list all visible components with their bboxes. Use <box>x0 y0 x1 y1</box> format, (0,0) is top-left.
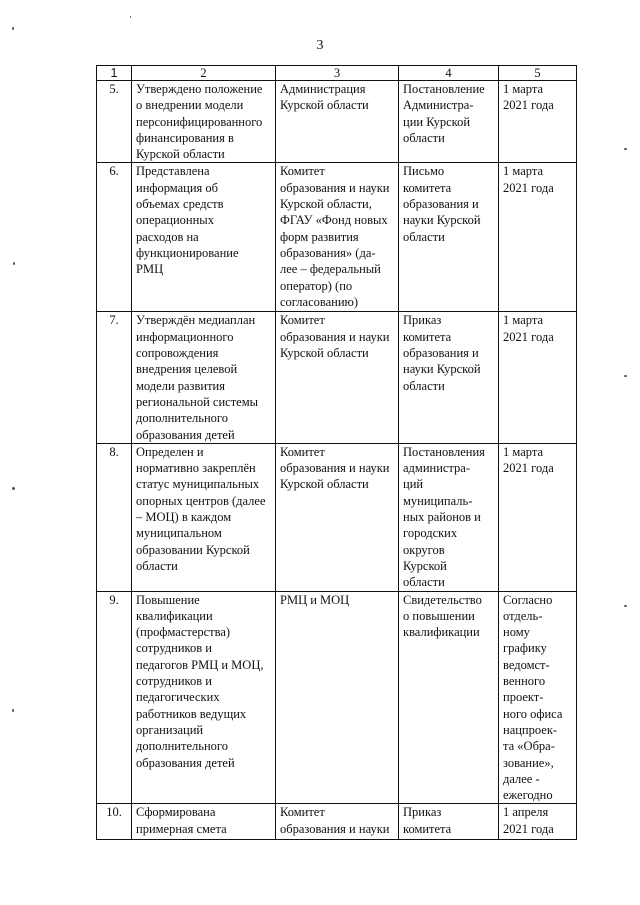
scan-speck <box>13 262 15 265</box>
event-cell: Сформирована примерная смета <box>132 804 276 840</box>
row-number: 7. <box>97 312 132 443</box>
responsible-cell: РМЦ и МОЦ <box>276 591 399 804</box>
column-header: 4 <box>399 66 499 81</box>
table-header-row <box>97 66 577 81</box>
document-cell: Постановления администра- ций муниципаль- ных районов и городских округов Курской области <box>399 443 499 591</box>
scan-speck <box>130 16 131 18</box>
event-cell: Утверждено положение о внедрении модели персонифицированного финансирования в Курской области <box>132 81 276 163</box>
scan-speck <box>12 709 14 712</box>
responsible-cell: Комитет образования и науки Курской области <box>276 443 399 591</box>
column-header: 1 <box>97 66 132 81</box>
deadline-cell: 1 марта 2021 года <box>499 312 577 443</box>
row-number: 5. <box>97 81 132 163</box>
deadline-cell: Согласно отдель- ному графику ведомст- венного проект- ного офиса нацпроек- та «Обра- зование», далее - ежегодно <box>499 591 577 804</box>
column-header: 2 <box>132 66 276 81</box>
table-row <box>97 312 577 443</box>
activities-table <box>96 65 577 840</box>
deadline-cell: 1 марта 2021 года <box>499 443 577 591</box>
deadline-cell: 1 апреля 2021 года <box>499 804 577 840</box>
document-cell: Приказ комитета <box>399 804 499 840</box>
row-number: 6. <box>97 163 132 312</box>
row-number: 9. <box>97 591 132 804</box>
document-cell: Свидетельство о повышении квалификации <box>399 591 499 804</box>
column-header: 3 <box>276 66 399 81</box>
document-cell: Приказ комитета образования и науки Курской области <box>399 312 499 443</box>
responsible-cell: Комитет образования и науки <box>276 804 399 840</box>
document-cell: Постановление Администра- ции Курской области <box>399 81 499 163</box>
deadline-cell: 1 марта 2021 года <box>499 163 577 312</box>
table-row <box>97 591 577 804</box>
row-number: 8. <box>97 443 132 591</box>
page-number: 3 <box>316 38 324 53</box>
document-cell: Письмо комитета образования и науки Курской области <box>399 163 499 312</box>
table-row <box>97 804 577 840</box>
scan-speck <box>12 27 14 30</box>
scan-speck <box>624 375 627 377</box>
scan-speck <box>624 148 627 150</box>
event-cell: Утверждён медиаплан информационного сопровождения внедрения целевой модели развития региональной системы дополнительного образования детей <box>132 312 276 443</box>
event-cell: Повышение квалификации (профмастерства) сотрудников и педагогов РМЦ и МОЦ, сотрудников и педагогических работников ведущих организаций дополнительного образования детей <box>132 591 276 804</box>
responsible-cell: Комитет образования и науки Курской области <box>276 312 399 443</box>
scan-speck <box>624 605 627 607</box>
responsible-cell: Администрация Курской области <box>276 81 399 163</box>
event-cell: Представлена информация об объемах средств операционных расходов на функционирование РМЦ <box>132 163 276 312</box>
column-header: 5 <box>499 66 577 81</box>
scan-speck <box>12 487 15 490</box>
table-row <box>97 443 577 591</box>
table-row <box>97 163 577 312</box>
table-row <box>97 81 577 163</box>
event-cell: Определен и нормативно закреплён статус муниципальных опорных центров (далее – МОЦ) в каждом муниципальном образовании Курской области <box>132 443 276 591</box>
deadline-cell: 1 марта 2021 года <box>499 81 577 163</box>
row-number: 10. <box>97 804 132 840</box>
responsible-cell: Комитет образования и науки Курской области, ФГАУ «Фонд новых форм развития образования» (да- лее – федеральный оператор) (по согласованию) <box>276 163 399 312</box>
